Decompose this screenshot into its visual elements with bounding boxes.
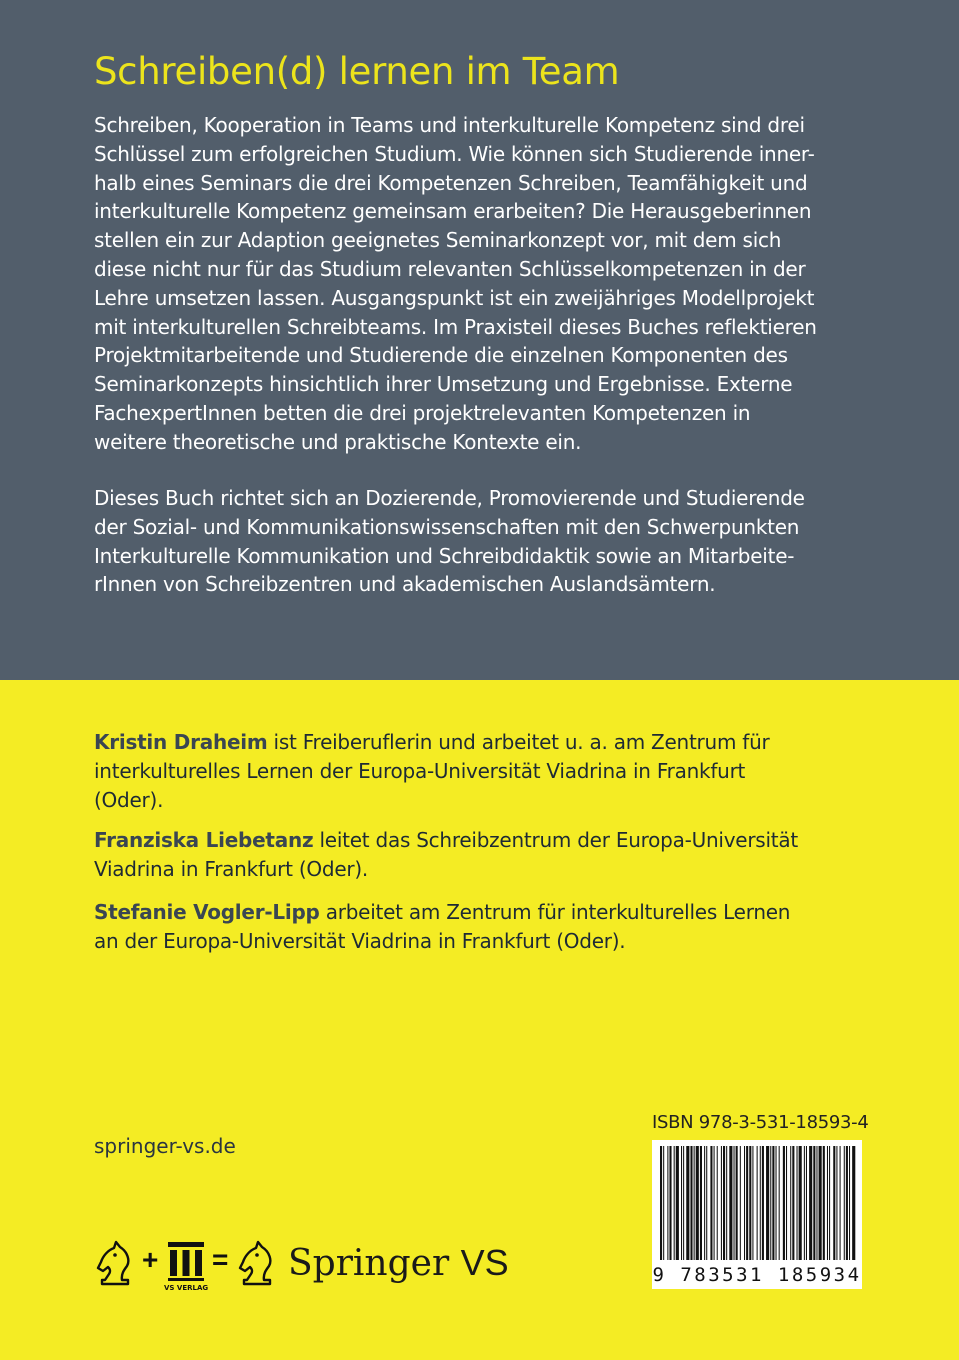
brand-suffix: VS xyxy=(460,1242,509,1283)
barcode-bar xyxy=(849,1146,850,1260)
barcode-bar xyxy=(752,1146,753,1260)
barcode-bar xyxy=(799,1146,802,1260)
blurb-line: Dieses Buch richtet sich an Dozierende, Promovierende und Studierende xyxy=(94,486,805,510)
barcode-bar xyxy=(779,1146,780,1260)
barcode-bar xyxy=(736,1146,738,1260)
barcode-bar xyxy=(840,1146,841,1260)
author-bio-1 xyxy=(94,728,884,814)
barcode-bar xyxy=(749,1146,751,1260)
author-bio-text: ist Freiberuflerin und arbeitet u. a. am Zentrum für xyxy=(267,730,770,754)
barcode-bar xyxy=(690,1146,692,1260)
barcode-bar xyxy=(833,1146,835,1260)
barcode-bar xyxy=(696,1146,699,1260)
barcode-bar xyxy=(721,1146,722,1260)
blurb-line: Schlüssel zum erfolgreichen Studium. Wie können sich Studierende inner- xyxy=(94,141,815,166)
barcode-bar xyxy=(823,1146,825,1260)
barcode-bar xyxy=(797,1146,798,1260)
author-bio-text: an der Europa-Universität Viadrina in Frankfurt (Oder). xyxy=(94,928,626,953)
barcode-bar xyxy=(681,1146,682,1260)
author-name: Kristin Draheim xyxy=(94,730,268,754)
author-bio-text: interkulturelles Lernen der Europa-Universität Viadrina in Frankfurt xyxy=(94,758,746,783)
vs-verlag-label: VS VERLAG xyxy=(164,1284,209,1292)
barcode-bar xyxy=(663,1146,664,1260)
barcode-bar xyxy=(766,1146,769,1260)
springer-knight-icon xyxy=(236,1240,278,1288)
publisher-logos xyxy=(94,1236,509,1296)
author-bio-text: Viadrina in Frankfurt (Oder). xyxy=(94,856,369,881)
barcode-bar xyxy=(757,1146,758,1260)
barcode-bar xyxy=(744,1146,745,1260)
barcode-bars xyxy=(652,1140,862,1264)
barcode-bar xyxy=(772,1146,774,1260)
blurb-line: Interkulturelle Kommunikation und Schreibdidaktik sowie an Mitarbeite- xyxy=(94,543,795,568)
plus-sign: + xyxy=(142,1244,159,1275)
barcode-bar xyxy=(706,1146,707,1260)
author-name: Franziska Liebetanz xyxy=(94,828,314,852)
blurb-line: Schreiben, Kooperation in Teams und interkulturelle Kompetenz sind drei xyxy=(94,113,805,137)
author-bio-2 xyxy=(94,826,884,884)
barcode-bar xyxy=(836,1146,837,1260)
barcode-bar xyxy=(674,1146,675,1260)
barcode-bar xyxy=(683,1146,684,1260)
vs-verlag-logo-icon xyxy=(166,1242,206,1288)
blurb-line: Seminarkonzepts hinsichtlich ihrer Umsetzung und Ergebnisse. Externe xyxy=(94,372,793,397)
blurb-line: halb eines Seminars die drei Kompetenzen Schreiben, Teamfähigkeit und xyxy=(94,170,808,195)
barcode-bar xyxy=(792,1146,794,1260)
equals-sign: = xyxy=(212,1244,229,1275)
barcode-bar xyxy=(786,1146,787,1260)
barcode-bar xyxy=(710,1146,712,1260)
barcode-bar xyxy=(816,1146,817,1260)
barcode-bar xyxy=(760,1146,761,1260)
author-bio-text: (Oder). xyxy=(94,787,164,812)
barcode-bar xyxy=(723,1146,725,1260)
barcode-bar xyxy=(827,1146,828,1260)
barcode-bar xyxy=(704,1146,705,1260)
blurb-line: FachexpertInnen betten die drei projektrelevanten Kompetenzen in xyxy=(94,400,751,425)
blurb-line: interkulturelle Kompetenz gemeinsam erarbeiten? Die Herausgeberinnen xyxy=(94,199,812,224)
barcode-bar xyxy=(714,1146,715,1260)
barcode-bar xyxy=(746,1146,748,1260)
barcode-bar xyxy=(669,1146,671,1260)
barcode-bar xyxy=(667,1146,668,1260)
barcode xyxy=(652,1140,862,1289)
author-bio-text: arbeitet am Zentrum für interkulturelles Lernen xyxy=(319,900,791,924)
barcode-bar xyxy=(700,1146,702,1260)
barcode-bar xyxy=(676,1146,679,1260)
barcode-bar xyxy=(852,1146,855,1260)
barcode-bar xyxy=(846,1146,848,1260)
author-name: Stefanie Vogler-Lipp xyxy=(94,900,320,924)
barcode-bar xyxy=(776,1146,777,1260)
blurb-line: der Sozial- und Kommunikationswissenschaften mit den Schwerpunkten xyxy=(94,514,800,539)
blurb-line: stellen ein zur Adaption geeignetes Seminarkonzept vor, mit dem sich xyxy=(94,228,782,253)
blurb-line: Projektmitarbeitende und Studierende die einzelnen Komponenten des xyxy=(94,343,788,368)
barcode-bar xyxy=(686,1146,689,1260)
barcode-bar xyxy=(726,1146,727,1260)
barcode-bar xyxy=(770,1146,771,1260)
isbn-label: ISBN 978-3-531-18593-4 xyxy=(652,1112,869,1133)
blurb-line: diese nicht nur für das Studium relevanten Schlüsselkompetenzen in der xyxy=(94,256,806,281)
blurb-line: Lehre umsetzen lassen. Ausgangspunkt ist ein zweijähriges Modellprojekt xyxy=(94,285,815,310)
blurb-line: rInnen von Schreibzentren und akademischen Auslandsämtern. xyxy=(94,572,716,597)
barcode-bar xyxy=(740,1146,741,1260)
barcode-bar xyxy=(844,1146,845,1260)
publisher-website: springer-vs.de xyxy=(94,1134,236,1158)
barcode-bar xyxy=(804,1146,805,1260)
author-bio-3 xyxy=(94,898,884,956)
springer-vs-wordmark xyxy=(288,1242,509,1284)
barcode-bar xyxy=(783,1146,785,1260)
barcode-bar xyxy=(729,1146,732,1260)
springer-knight-icon xyxy=(94,1240,136,1288)
book-title: Schreiben(d) lernen im Team xyxy=(94,50,620,93)
blurb-paragraph-1 xyxy=(94,111,884,457)
blurb-line: weitere theoretische und praktische Kontexte ein. xyxy=(94,429,582,454)
barcode-bar xyxy=(806,1146,807,1260)
barcode-bar xyxy=(809,1146,812,1260)
barcode-bar xyxy=(819,1146,822,1260)
barcode-bar xyxy=(790,1146,791,1260)
barcode-bar xyxy=(660,1146,662,1260)
blurb-line: mit interkulturellen Schreibteams. Im Praxisteil dieses Buches reflektieren xyxy=(94,314,817,339)
blurb-paragraph-2 xyxy=(94,484,884,599)
author-bio-text: leitet das Schreibzentrum der Europa-Universität xyxy=(313,828,798,852)
barcode-bar xyxy=(762,1146,764,1260)
barcode-digits: 9 783531 185934 xyxy=(652,1264,862,1286)
barcode-bar xyxy=(694,1146,695,1260)
barcode-bar xyxy=(829,1146,830,1260)
barcode-bar xyxy=(717,1146,718,1260)
barcode-bar xyxy=(734,1146,735,1260)
barcode-bar xyxy=(813,1146,815,1260)
brand-name: Springer xyxy=(288,1243,450,1284)
